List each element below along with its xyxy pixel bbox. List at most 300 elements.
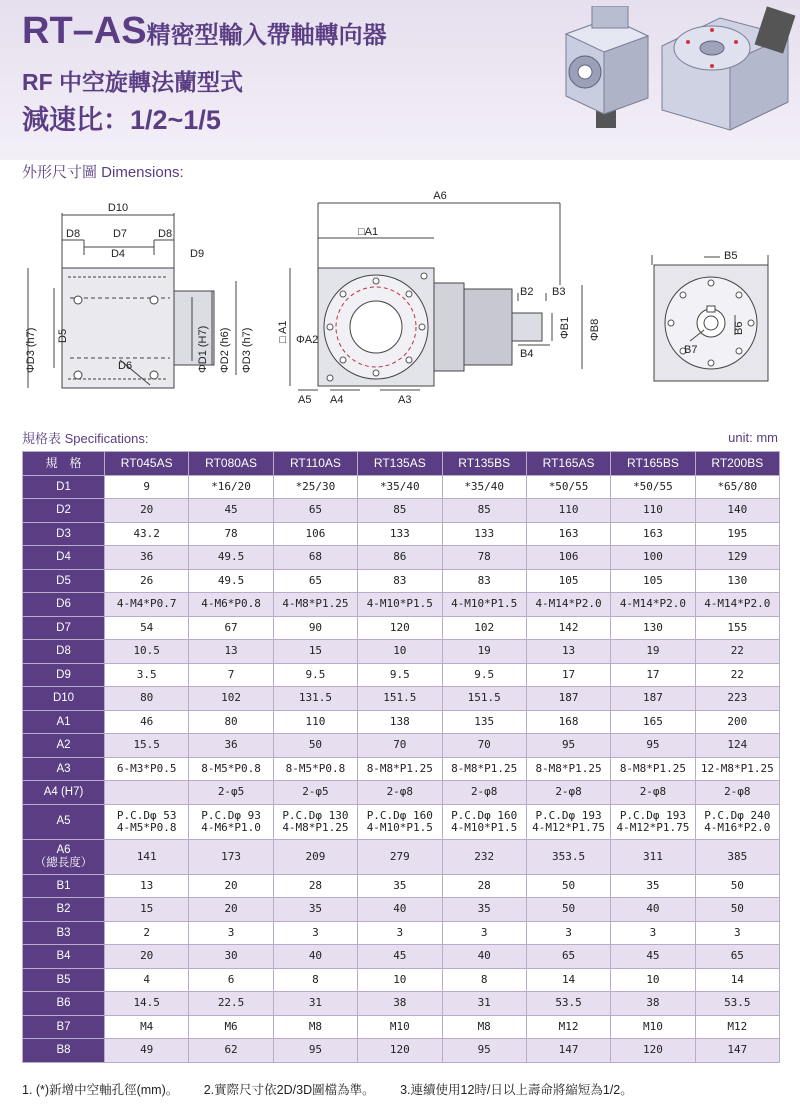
spec-cell: 14 bbox=[526, 968, 610, 992]
label-d8-left: D8 bbox=[66, 228, 81, 240]
spec-cell-line: P.C.Dφ 193 bbox=[535, 808, 602, 822]
spec-cell: *16/20 bbox=[189, 475, 273, 499]
spec-cell: M6 bbox=[189, 1015, 273, 1039]
spec-cell: 232 bbox=[442, 839, 526, 874]
spec-cell-line: P.C.Dφ 160 bbox=[366, 808, 433, 822]
spec-cell-line: 4-M10*P1.5 bbox=[451, 820, 518, 834]
spec-row-label bbox=[23, 593, 105, 617]
spec-cell: 209 bbox=[273, 839, 357, 874]
spec-cell: 187 bbox=[526, 687, 610, 711]
title-cn: 精密型輸入帶軸轉向器 bbox=[146, 22, 387, 49]
spec-cell: 3.5 bbox=[105, 663, 189, 687]
spec-cell: 35 bbox=[611, 874, 695, 898]
spec-cell: *65/80 bbox=[695, 475, 779, 499]
spec-cell-line: P.C.Dφ 53 bbox=[116, 808, 177, 822]
spec-row-label bbox=[23, 734, 105, 758]
spec-cell: 140 bbox=[695, 499, 779, 523]
spec-row-label bbox=[23, 1015, 105, 1039]
spec-cell: 49 bbox=[105, 1039, 189, 1063]
spec-cell: 4-M14*P2.0 bbox=[526, 593, 610, 617]
spec-cell: 45 bbox=[358, 945, 442, 969]
spec-cell bbox=[273, 804, 357, 839]
unit-label: unit: mm bbox=[728, 430, 778, 445]
spec-cell: 6-M3*P0.5 bbox=[105, 757, 189, 781]
spec-row-label bbox=[23, 499, 105, 523]
spec-row bbox=[23, 898, 780, 922]
spec-cell: 133 bbox=[358, 522, 442, 546]
spec-cell-line: P.C.Dφ 130 bbox=[282, 808, 349, 822]
spec-cell: 38 bbox=[358, 992, 442, 1016]
spec-cell: 105 bbox=[611, 569, 695, 593]
spec-cell: 200 bbox=[695, 710, 779, 734]
spec-cell: 95 bbox=[526, 734, 610, 758]
label-b4: B4 bbox=[520, 348, 534, 360]
spec-cell: 13 bbox=[105, 874, 189, 898]
header-model: RT165AS bbox=[526, 452, 610, 476]
label-d1: ΦD1 (H7) bbox=[197, 325, 209, 373]
spec-row-label-text: A1 bbox=[56, 715, 71, 728]
spec-cell: 45 bbox=[189, 499, 273, 523]
spec-cell: 173 bbox=[189, 839, 273, 874]
label-a1-side: □ A1 bbox=[277, 320, 289, 343]
spec-cell: 8-M8*P1.25 bbox=[442, 757, 526, 781]
page-title bbox=[22, 10, 387, 53]
spec-cell: 4-M14*P2.0 bbox=[611, 593, 695, 617]
spec-cell: M10 bbox=[358, 1015, 442, 1039]
spec-row-label-text: D3 bbox=[56, 527, 71, 540]
spec-cell: 40 bbox=[358, 898, 442, 922]
spec-row bbox=[23, 781, 780, 805]
spec-cell: 4-M8*P1.25 bbox=[273, 593, 357, 617]
spec-row-label-text: D6 bbox=[56, 598, 71, 611]
spec-cell: 353.5 bbox=[526, 839, 610, 874]
spec-cell: 22.5 bbox=[189, 992, 273, 1016]
footer-note-3: 3.連續使用12時/日以上壽命將縮短為1/2。 bbox=[400, 1083, 633, 1097]
spec-row-label-text: D8 bbox=[56, 645, 71, 658]
spec-cell: 85 bbox=[442, 499, 526, 523]
label-b2: B2 bbox=[520, 286, 534, 298]
spec-cell bbox=[695, 804, 779, 839]
spec-row-label-text: D2 bbox=[56, 504, 71, 517]
model-name: RT–AS bbox=[22, 10, 147, 52]
label-d5: D5 bbox=[57, 328, 69, 343]
spec-cell: 40 bbox=[611, 898, 695, 922]
spec-cell: 3 bbox=[526, 921, 610, 945]
spec-row-label bbox=[23, 546, 105, 570]
spec-cell: 78 bbox=[189, 522, 273, 546]
spec-row-label bbox=[23, 804, 105, 839]
spec-row-label-text: B6 bbox=[56, 997, 71, 1010]
spec-cell: 36 bbox=[105, 546, 189, 570]
spec-cell: 4-M10*P1.5 bbox=[358, 593, 442, 617]
spec-row-label bbox=[23, 475, 105, 499]
spec-cell: 15 bbox=[273, 640, 357, 664]
spec-cell: 9.5 bbox=[442, 663, 526, 687]
spec-cell: 4-M6*P0.8 bbox=[189, 593, 273, 617]
spec-row-label bbox=[23, 921, 105, 945]
spec-row bbox=[23, 839, 780, 874]
spec-cell: 187 bbox=[611, 687, 695, 711]
label-a3: A3 bbox=[398, 394, 412, 406]
spec-cell: 14.5 bbox=[105, 992, 189, 1016]
spec-cell: 50 bbox=[695, 874, 779, 898]
spec-row-label-text: D5 bbox=[56, 574, 71, 587]
spec-cell: 31 bbox=[442, 992, 526, 1016]
subtitle: RF 中空旋轉法蘭型式 bbox=[22, 69, 244, 95]
spec-cell: 3 bbox=[695, 921, 779, 945]
spec-row-label-text: B2 bbox=[56, 903, 71, 916]
spec-row bbox=[23, 945, 780, 969]
spec-cell: 311 bbox=[611, 839, 695, 874]
spec-cell: 8-M8*P1.25 bbox=[611, 757, 695, 781]
spec-row-label-text: B3 bbox=[56, 926, 71, 939]
spec-cell: 35 bbox=[273, 898, 357, 922]
spec-row-label bbox=[23, 757, 105, 781]
header-banner bbox=[0, 0, 800, 160]
spec-row bbox=[23, 804, 780, 839]
spec-row bbox=[23, 921, 780, 945]
spec-cell: 100 bbox=[611, 546, 695, 570]
spec-cell: 168 bbox=[526, 710, 610, 734]
label-a2: ΦA2 bbox=[296, 334, 319, 346]
spec-cell bbox=[358, 804, 442, 839]
spec-cell-line: 4-M12*P1.75 bbox=[616, 820, 690, 834]
spec-cell-line: 4-M10*P1.5 bbox=[366, 820, 433, 834]
spec-cell: 95 bbox=[442, 1039, 526, 1063]
spec-row-label bbox=[23, 992, 105, 1016]
spec-cell: 2-φ8 bbox=[358, 781, 442, 805]
spec-cell: 10 bbox=[611, 968, 695, 992]
spec-cell: 50 bbox=[273, 734, 357, 758]
front-view-drawing bbox=[290, 203, 582, 390]
spec-cell: M12 bbox=[695, 1015, 779, 1039]
spec-row bbox=[23, 640, 780, 664]
header-model: RT110AS bbox=[273, 452, 357, 476]
spec-cell: 35 bbox=[358, 874, 442, 898]
spec-row-label-text: A4 (H7) bbox=[43, 786, 84, 799]
spec-cell-line: 4-M5*P0.8 bbox=[116, 820, 177, 834]
spec-row bbox=[23, 710, 780, 734]
spec-cell: 129 bbox=[695, 546, 779, 570]
spec-row-label bbox=[23, 874, 105, 898]
label-a5: A5 bbox=[298, 394, 312, 406]
spec-cell: 120 bbox=[358, 1039, 442, 1063]
spec-cell: 151.5 bbox=[358, 687, 442, 711]
spec-cell: 120 bbox=[358, 616, 442, 640]
spec-cell: 22 bbox=[695, 663, 779, 687]
spec-cell: 67 bbox=[189, 616, 273, 640]
spec-cell: 4 bbox=[105, 968, 189, 992]
spec-cell: *35/40 bbox=[358, 475, 442, 499]
footer-notes bbox=[22, 1080, 655, 1098]
spec-cell: 90 bbox=[273, 616, 357, 640]
spec-cell: 131.5 bbox=[273, 687, 357, 711]
spec-cell: 83 bbox=[358, 569, 442, 593]
spec-row-label-text: D4 bbox=[56, 551, 71, 564]
header-model: RT080AS bbox=[189, 452, 273, 476]
spec-row bbox=[23, 569, 780, 593]
spec-cell: 50 bbox=[526, 898, 610, 922]
spec-cell: 4-M4*P0.7 bbox=[105, 593, 189, 617]
label-b5: B5 bbox=[724, 250, 738, 262]
spec-cell: 20 bbox=[189, 898, 273, 922]
spec-cell-line: P.C.Dφ 240 bbox=[704, 808, 771, 822]
spec-header-row bbox=[23, 452, 780, 476]
label-b6: B6 bbox=[733, 321, 745, 335]
spec-row-label-text: B1 bbox=[56, 879, 71, 892]
spec-row bbox=[23, 874, 780, 898]
spec-cell: M12 bbox=[526, 1015, 610, 1039]
spec-cell: M10 bbox=[611, 1015, 695, 1039]
spec-cell: 163 bbox=[526, 522, 610, 546]
spec-row-label-text: B4 bbox=[56, 950, 71, 963]
spec-cell bbox=[526, 804, 610, 839]
spec-cell: 80 bbox=[189, 710, 273, 734]
spec-cell: 65 bbox=[273, 499, 357, 523]
footer-note-2: 2.實際尺寸依2D/3D圖檔為準。 bbox=[203, 1083, 375, 1097]
spec-cell: 8 bbox=[273, 968, 357, 992]
spec-cell: 3 bbox=[442, 921, 526, 945]
spec-cell: 195 bbox=[695, 522, 779, 546]
spec-cell: 130 bbox=[611, 616, 695, 640]
spec-cell: 20 bbox=[105, 945, 189, 969]
label-d9: D9 bbox=[190, 248, 205, 260]
spec-row-label bbox=[23, 616, 105, 640]
spec-cell: 138 bbox=[358, 710, 442, 734]
spec-cell: 147 bbox=[695, 1039, 779, 1063]
spec-cell: 68 bbox=[273, 546, 357, 570]
spec-cell: 3 bbox=[358, 921, 442, 945]
product-image-2 bbox=[660, 6, 796, 136]
spec-cell: 70 bbox=[442, 734, 526, 758]
spec-cell: 12-M8*P1.25 bbox=[695, 757, 779, 781]
spec-cell: 50 bbox=[695, 898, 779, 922]
spec-cell: 62 bbox=[189, 1039, 273, 1063]
spec-cell: 110 bbox=[526, 499, 610, 523]
spec-row bbox=[23, 1015, 780, 1039]
spec-cell: 30 bbox=[189, 945, 273, 969]
label-d7: D7 bbox=[112, 228, 128, 240]
spec-cell: 95 bbox=[611, 734, 695, 758]
spec-cell: 8-M5*P0.8 bbox=[189, 757, 273, 781]
spec-row-label-text: D9 bbox=[56, 668, 71, 681]
spec-cell: 28 bbox=[273, 874, 357, 898]
label-a4: A4 bbox=[330, 394, 344, 406]
label-b8: ΦB8 bbox=[589, 318, 601, 341]
spec-row bbox=[23, 522, 780, 546]
product-image-1 bbox=[548, 6, 658, 136]
spec-cell: 385 bbox=[695, 839, 779, 874]
header-model: RT045AS bbox=[105, 452, 189, 476]
spec-cell: 155 bbox=[695, 616, 779, 640]
spec-cell: 17 bbox=[611, 663, 695, 687]
spec-cell bbox=[442, 804, 526, 839]
spec-cell: 35 bbox=[442, 898, 526, 922]
spec-cell: *25/30 bbox=[273, 475, 357, 499]
spec-cell-line: 4-M12*P1.75 bbox=[532, 820, 605, 834]
spec-cell: 10 bbox=[358, 640, 442, 664]
spec-row-label bbox=[23, 781, 105, 805]
spec-cell: 17 bbox=[526, 663, 610, 687]
spec-row-label bbox=[23, 945, 105, 969]
spec-cell: 65 bbox=[273, 569, 357, 593]
spec-cell: 80 bbox=[105, 687, 189, 711]
spec-cell: 2-φ8 bbox=[442, 781, 526, 805]
spec-row-label bbox=[23, 663, 105, 687]
spec-row-label bbox=[23, 968, 105, 992]
spec-cell: 15.5 bbox=[105, 734, 189, 758]
label-d3-left: ΦD3 (h7) bbox=[25, 327, 37, 373]
spec-cell: 22 bbox=[695, 640, 779, 664]
spec-row bbox=[23, 757, 780, 781]
spec-row-label bbox=[23, 522, 105, 546]
spec-row bbox=[23, 475, 780, 499]
spec-cell: 223 bbox=[695, 687, 779, 711]
label-d10: D10 bbox=[107, 202, 129, 214]
spec-row bbox=[23, 616, 780, 640]
spec-row bbox=[23, 593, 780, 617]
spec-cell-line: P.C.Dφ 93 bbox=[201, 808, 261, 822]
spec-cell: 45 bbox=[611, 945, 695, 969]
spec-row bbox=[23, 663, 780, 687]
spec-cell: 36 bbox=[189, 734, 273, 758]
spec-row-label-text: A5 bbox=[56, 815, 71, 828]
spec-cell: 13 bbox=[526, 640, 610, 664]
spec-cell: 65 bbox=[526, 945, 610, 969]
end-view-drawing bbox=[652, 255, 768, 381]
spec-cell: 106 bbox=[273, 522, 357, 546]
spec-cell bbox=[105, 781, 189, 805]
spec-row-label-text: D1 bbox=[56, 480, 71, 493]
spec-cell: 102 bbox=[189, 687, 273, 711]
header-model: RT135AS bbox=[358, 452, 442, 476]
spec-cell: 78 bbox=[442, 546, 526, 570]
spec-cell: 85 bbox=[358, 499, 442, 523]
spec-cell: 4-M14*P2.0 bbox=[695, 593, 779, 617]
spec-cell bbox=[189, 804, 273, 839]
spec-cell: 106 bbox=[526, 546, 610, 570]
spec-cell: 8-M5*P0.8 bbox=[273, 757, 357, 781]
spec-cell: 13 bbox=[189, 640, 273, 664]
spec-row-label-text: D7 bbox=[56, 621, 71, 634]
spec-row bbox=[23, 968, 780, 992]
spec-cell: M4 bbox=[105, 1015, 189, 1039]
spec-cell: 8 bbox=[442, 968, 526, 992]
header-corner: 規 格 bbox=[23, 452, 105, 476]
spec-cell: 2-φ8 bbox=[526, 781, 610, 805]
spec-cell: 151.5 bbox=[442, 687, 526, 711]
spec-cell: 4-M10*P1.5 bbox=[442, 593, 526, 617]
spec-cell: 31 bbox=[273, 992, 357, 1016]
spec-cell: 9.5 bbox=[273, 663, 357, 687]
spec-cell: 40 bbox=[273, 945, 357, 969]
spec-table-body bbox=[23, 475, 780, 1062]
spec-cell: 8-M8*P1.25 bbox=[358, 757, 442, 781]
spec-cell: 9.5 bbox=[358, 663, 442, 687]
spec-cell: 110 bbox=[611, 499, 695, 523]
spec-cell: 2-φ5 bbox=[273, 781, 357, 805]
label-d4: D4 bbox=[110, 248, 126, 260]
spec-cell: 86 bbox=[358, 546, 442, 570]
spec-cell: 120 bbox=[611, 1039, 695, 1063]
spec-cell: *50/55 bbox=[611, 475, 695, 499]
header-model: RT135BS bbox=[442, 452, 526, 476]
spec-cell: 43.2 bbox=[105, 522, 189, 546]
label-d6: D6 bbox=[118, 360, 133, 372]
label-b1: ΦB1 bbox=[559, 316, 571, 339]
spec-cell: 2-φ8 bbox=[611, 781, 695, 805]
spec-row-label-text: B5 bbox=[56, 973, 71, 986]
spec-cell: 141 bbox=[105, 839, 189, 874]
spec-cell: 20 bbox=[189, 874, 273, 898]
spec-cell: 70 bbox=[358, 734, 442, 758]
spec-cell-line: 4-M6*P1.0 bbox=[201, 820, 261, 834]
spec-cell: 14 bbox=[695, 968, 779, 992]
label-b3: B3 bbox=[552, 286, 566, 298]
spec-cell: 279 bbox=[358, 839, 442, 874]
spec-cell: 19 bbox=[442, 640, 526, 664]
spec-row-label-text: A6 bbox=[56, 844, 71, 857]
spec-row-label-text: A3 bbox=[56, 762, 71, 775]
spec-cell: 110 bbox=[273, 710, 357, 734]
dimension-drawing bbox=[0, 185, 800, 420]
spec-cell: *50/55 bbox=[526, 475, 610, 499]
spec-cell: M8 bbox=[273, 1015, 357, 1039]
spec-row-label bbox=[23, 1039, 105, 1063]
spec-cell: *35/40 bbox=[442, 475, 526, 499]
spec-cell: 3 bbox=[189, 921, 273, 945]
spec-cell-line: P.C.Dφ 160 bbox=[451, 808, 518, 822]
label-d2: ΦD2 (h6) bbox=[219, 327, 231, 373]
spec-row-label-text: A2 bbox=[56, 739, 71, 752]
spec-cell: 165 bbox=[611, 710, 695, 734]
spec-cell: 2-φ5 bbox=[189, 781, 273, 805]
spec-cell: 65 bbox=[695, 945, 779, 969]
spec-cell: 9 bbox=[105, 475, 189, 499]
spec-cell-line: P.C.Dφ 193 bbox=[619, 808, 687, 822]
label-d3-right: ΦD3 (h7) bbox=[241, 327, 253, 373]
spec-row-label bbox=[23, 569, 105, 593]
spec-cell: 135 bbox=[442, 710, 526, 734]
spec-cell: 15 bbox=[105, 898, 189, 922]
label-a6: A6 bbox=[433, 190, 447, 202]
spec-row bbox=[23, 546, 780, 570]
spec-cell: M8 bbox=[442, 1015, 526, 1039]
spec-cell: 105 bbox=[526, 569, 610, 593]
spec-cell: 6 bbox=[189, 968, 273, 992]
spec-row bbox=[23, 499, 780, 523]
spec-row-label bbox=[23, 710, 105, 734]
spec-row bbox=[23, 734, 780, 758]
spec-cell: 83 bbox=[442, 569, 526, 593]
spec-row-label bbox=[23, 640, 105, 664]
spec-cell: 147 bbox=[526, 1039, 610, 1063]
spec-cell: 10 bbox=[358, 968, 442, 992]
label-b7: B7 bbox=[684, 344, 698, 356]
spec-cell: 54 bbox=[105, 616, 189, 640]
spec-row-label bbox=[23, 839, 105, 874]
specs-title: 規格表 Specifications: bbox=[22, 431, 149, 446]
spec-cell: 38 bbox=[611, 992, 695, 1016]
spec-row-label-text: B7 bbox=[56, 1020, 71, 1033]
ratio-text: 減速比：1/2~1/5 bbox=[22, 105, 221, 135]
spec-cell: 26 bbox=[105, 569, 189, 593]
spec-cell: 7 bbox=[189, 663, 273, 687]
spec-cell: 19 bbox=[611, 640, 695, 664]
spec-cell: 2 bbox=[105, 921, 189, 945]
spec-cell: 163 bbox=[611, 522, 695, 546]
spec-cell: 50 bbox=[526, 874, 610, 898]
